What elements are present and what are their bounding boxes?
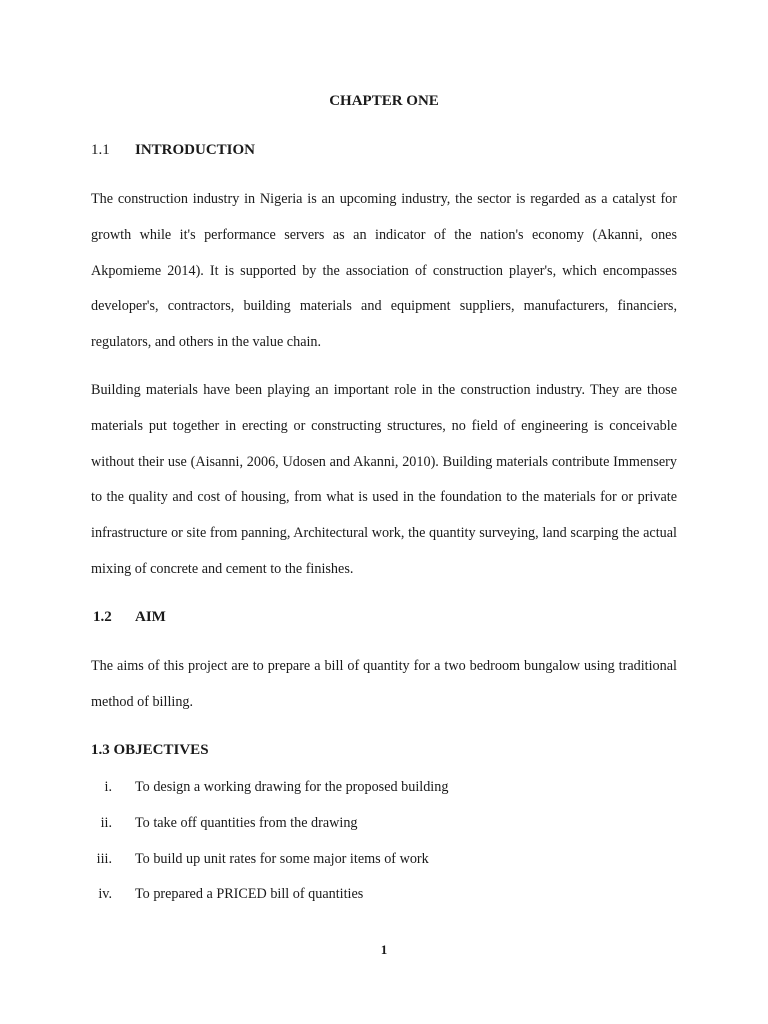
objectives-list [0, 770, 768, 913]
list-item [0, 877, 768, 913]
list-item [0, 770, 768, 806]
section-title: AIM [135, 609, 166, 625]
list-item [0, 806, 768, 842]
list-marker: i. [104, 779, 112, 795]
intro-paragraph-1: The construction industry in Nigeria is an upcoming industry, the sector is regarded as a catalyst for growth while it's performance servers as an indicator of the nation's economy (Akanni, ones Akpomieme 2014). It is supported by the association of construction player's, which encompasses developer's, contractors, building materials and equipment suppliers, manufacturers, financiers, regulators, and others in the value chain. [91, 191, 677, 351]
section-heading-objectives: 1.3 OBJECTIVES [91, 742, 209, 758]
chapter-title: CHAPTER ONE [329, 93, 439, 109]
list-item [0, 842, 768, 878]
list-item-text: To take off quantities from the drawing [135, 814, 358, 831]
section-title: INTRODUCTION [135, 142, 256, 158]
section-heading-introduction [91, 142, 255, 159]
intro-paragraph-2: Building materials have been playing an important role in the construction industry. They are those materials put together in erecting or constructing structures, no field of engineering is conceivable without their use (Aisanni, 2006, Udosen and Akanni, 2010). Building materials contribute Immensery to the quality and cost of housing, from what is used in the foundation to the materials for or private infrastructure or site from panning, Architectural work, the quantity surveying, land scarping the actual mixing of concrete and cement to the finishes. [91, 382, 677, 577]
list-marker: ii. [100, 814, 112, 831]
section-number: 1.1 [91, 142, 110, 158]
list-item-text: To prepared a PRICED bill of quantities [135, 886, 364, 903]
list-item-text: To build up unit rates for some major items of work [135, 850, 429, 867]
list-item-text: To design a working drawing for the proposed building [135, 779, 449, 795]
page-number: 1 [380, 942, 388, 957]
section-heading-aim [93, 609, 166, 626]
aim-paragraph: The aims of this project are to prepare a bill of quantity for a two bedroom bungalow using traditional method of billing. [91, 658, 677, 710]
list-marker: iv. [98, 886, 112, 903]
section-number: 1.2 [93, 609, 112, 625]
list-marker: iii. [96, 850, 112, 867]
